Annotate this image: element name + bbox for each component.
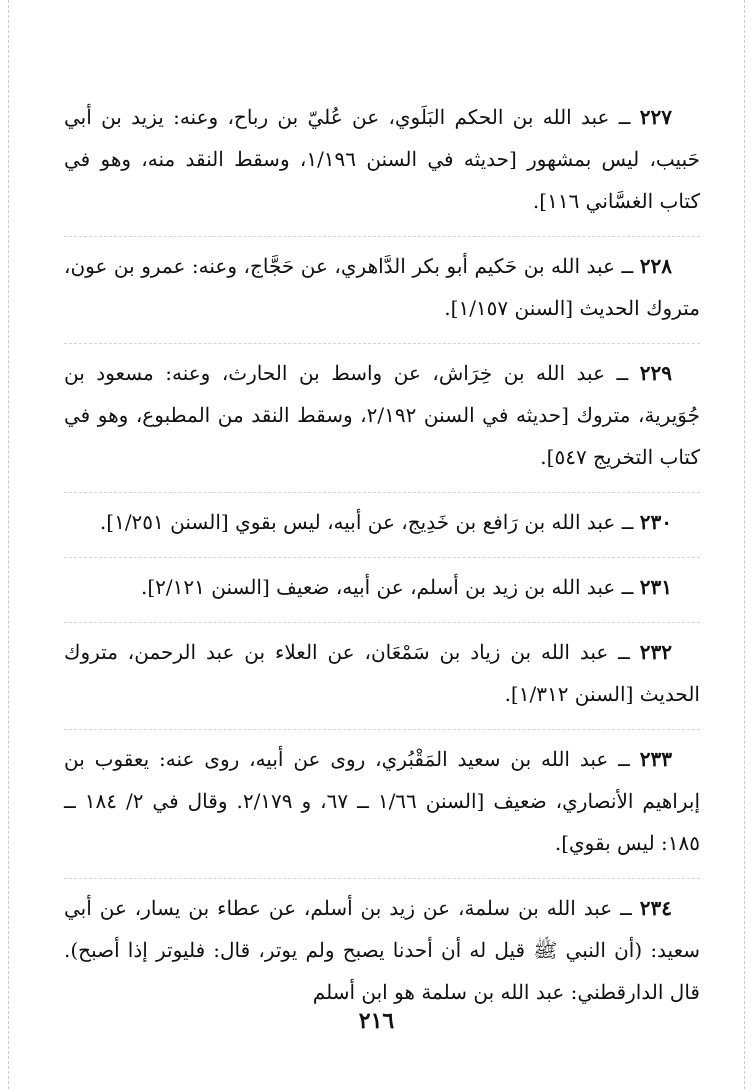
- entry-body: ــ عبد الله بن سلمة، عن زيد بن أسلم، عن عطاء بن يسار، عن أبي سعيد: (أن النبي ﷺ قيل له أن أحدنا يصبح ولم يوتر، قال: فليوتر إذا أصبح). قال الدارقطني: عبد الله بن سلمة هو ابن أسلم: [64, 896, 700, 1004]
- entry-number: ٢٣٣: [639, 747, 673, 771]
- entry-body: ــ عبد الله بن رَافع بن خَدِيج، عن أبيه، ليس بقوي [السنن ١/٢٥١].: [99, 510, 634, 534]
- entry-body: ــ عبد الله بن خِرَاش، عن واسط بن الحارث، وعنه: مسعود بن جُوَيرية، متروك [حديثه في السنن ٢/١٩٢، وسقط النقد من المطبوع، وهو في كتاب التخريج ٥٤٧].: [64, 361, 700, 469]
- entry-233: [64, 738, 700, 879]
- entry-232: [64, 631, 700, 730]
- entry-number: ٢٢٨: [639, 254, 672, 278]
- entry-230: [64, 501, 700, 558]
- entry-228: [64, 245, 700, 344]
- entry-number: ٢٣١: [639, 575, 672, 599]
- entry-body: ــ عبد الله بن زياد بن سَمْعَان، عن العلاء بن عبد الرحمن، متروك الحديث [السنن ١/٣١٢].: [64, 640, 700, 706]
- entry-text: [64, 566, 700, 608]
- entry-number: ٢٢٩: [639, 361, 672, 385]
- entry-number: ٢٣٠: [639, 510, 672, 534]
- entries-list: [64, 96, 700, 1035]
- entry-text: [64, 887, 700, 1013]
- entry-body: ــ عبد الله بن زيد بن أسلم، عن أبيه، ضعيف [السنن ٢/١٢١].: [140, 575, 634, 599]
- page-number: ٢١٦: [358, 1008, 395, 1034]
- entry-number: ٢٣٤: [639, 896, 672, 920]
- left-margin-rule: [8, 0, 9, 1089]
- entry-227: [64, 96, 700, 237]
- entry-text: [64, 245, 700, 329]
- entry-text: [64, 352, 700, 478]
- entry-text: [64, 738, 700, 864]
- entry-234: [64, 887, 700, 1027]
- entry-body: ــ عبد الله بن سعيد المَقْبُري، روى عن أبيه، روى عنه: يعقوب بن إبراهيم الأنصاري، ضعيف [السنن ١/٦٦ ــ ٦٧، و ٢/١٧٩. وقال في ٢/ ١٨٤ ــ ١٨٥: ليس بقوي].: [64, 747, 701, 855]
- entry-body: ــ عبد الله بن حَكيم أبو بكر الدَّاهري، عن حَجَّاج، وعنه: عمرو بن عون، متروك الحديث [السنن ١/١٥٧].: [64, 254, 700, 320]
- entry-text: [64, 631, 700, 715]
- entry-text: [64, 501, 700, 543]
- entry-number: ٢٣٢: [639, 640, 673, 664]
- entry-231: [64, 566, 700, 623]
- right-margin-rule: [744, 0, 745, 1089]
- entry-229: [64, 352, 700, 493]
- entry-body: ــ عبد الله بن الحكم البَلَوي، عن عُليّ بن رباح، وعنه: يزيد بن أبي حَبيب، ليس بمشهور [حديثه في السنن ١/١٩٦، وسقط النقد منه، وهو في كتاب الغسَّاني ١١٦].: [64, 105, 700, 213]
- entry-number: ٢٢٧: [639, 105, 672, 129]
- entry-text: [64, 96, 700, 222]
